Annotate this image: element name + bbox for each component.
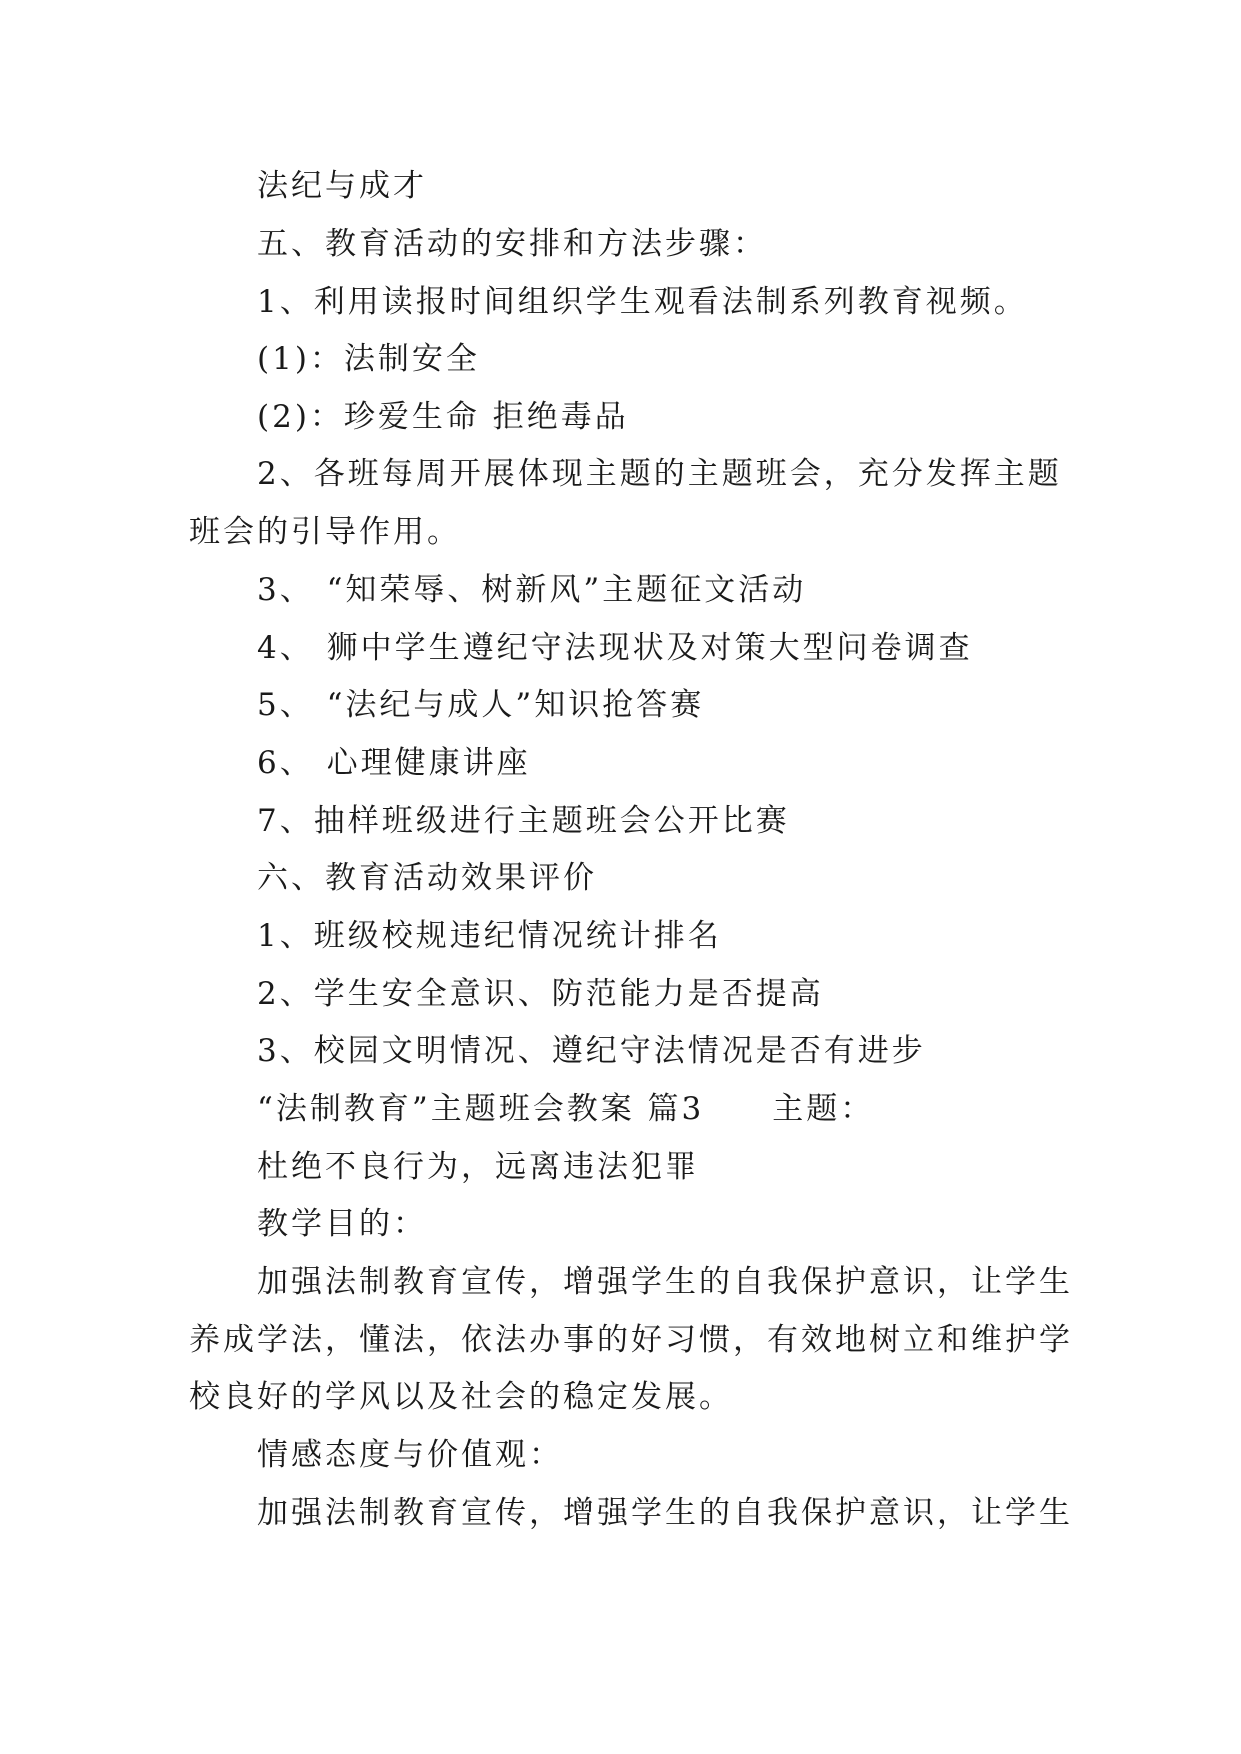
list-item: 6、 心理健康讲座 — [257, 745, 531, 781]
list-item: 3、 “知荣辱、树新风”主题征文活动 — [257, 572, 807, 608]
text-line: 法纪与成才 — [257, 168, 427, 204]
list-item: 3、校园文明情况、遵纪守法情况是否有进步 — [257, 1033, 926, 1069]
paragraph-line: 加强法制教育宣传，增强学生的自我保护意识，让学生 — [257, 1264, 1073, 1300]
section-heading: 六、教育活动效果评价 — [257, 860, 597, 896]
section-heading: 五、教育活动的安排和方法步骤： — [257, 226, 767, 262]
paragraph-line: 加强法制教育宣传，增强学生的自我保护意识，让学生 — [257, 1495, 1073, 1531]
list-item: 1、班级校规违纪情况统计排名 — [257, 918, 722, 954]
paragraph-line: 校良好的学风以及社会的稳定发展。 — [189, 1379, 733, 1415]
lesson-theme: 杜绝不良行为，远离违法犯罪 — [257, 1149, 699, 1185]
lesson-plan-title: “法制教育”主题班会教案 篇3 主题： — [257, 1091, 875, 1127]
section-heading: 情感态度与价值观： — [257, 1437, 563, 1473]
list-item: 7、抽样班级进行主题班会公开比赛 — [257, 803, 790, 839]
list-item: 4、 狮中学生遵纪守法现状及对策大型问卷调查 — [257, 630, 973, 666]
paragraph-line: 养成学法，懂法，依法办事的好习惯，有效地树立和维护学 — [189, 1322, 1073, 1358]
list-item: 2、学生安全意识、防范能力是否提高 — [257, 976, 824, 1012]
list-item: 1、利用读报时间组织学生观看法制系列教育视频。 — [257, 284, 1028, 320]
list-item: 5、 “法纪与成人”知识抢答赛 — [257, 687, 705, 723]
section-heading: 教学目的： — [257, 1206, 427, 1242]
list-item: 2、各班每周开展体现主题的主题班会，充分发挥主题 — [257, 456, 1062, 492]
sub-list-item: (2)：珍爱生命 拒绝毒品 — [257, 399, 629, 435]
sub-list-item: (1)：法制安全 — [257, 341, 480, 377]
list-item-continuation: 班会的引导作用。 — [189, 514, 461, 550]
